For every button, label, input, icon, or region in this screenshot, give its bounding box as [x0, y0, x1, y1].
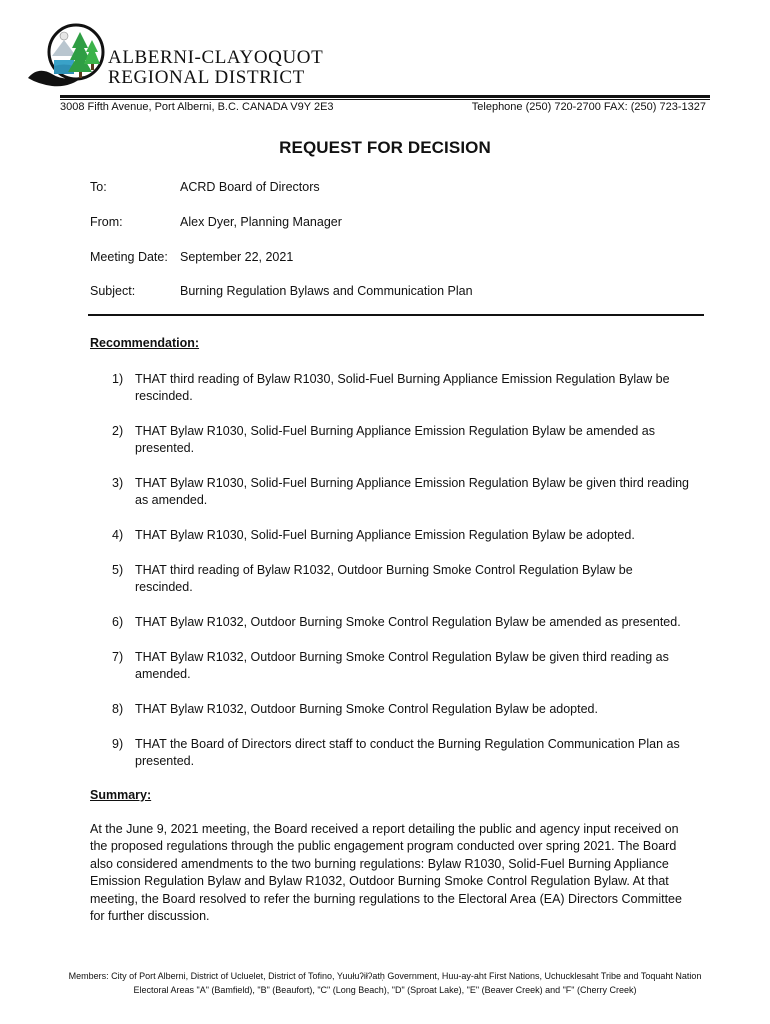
- to-value: ACRD Board of Directors: [180, 180, 320, 194]
- meeting-date-label: Meeting Date:: [90, 250, 168, 264]
- recommendation-heading: Recommendation:: [90, 336, 200, 350]
- recommendation-item: [112, 423, 692, 457]
- recommendation-item: [112, 562, 692, 596]
- divider: [88, 314, 704, 316]
- recommendation-item: [112, 701, 692, 718]
- organization-name-line2: REGIONAL DISTRICT: [108, 67, 305, 88]
- item-text: THAT Bylaw R1030, Solid-Fuel Burning Appliance Emission Regulation Bylaw be adopted.: [135, 528, 635, 542]
- subject-value: Burning Regulation Bylaws and Communication Plan: [180, 284, 473, 298]
- summary-paragraph: At the June 9, 2021 meeting, the Board received a report detailing the public and agency input received on the proposed regulations through the public engagement program conducted over spring 2021. The Board also considered amendments to the two burning regulations: Bylaw R1030, Solid-Fuel Burning Appliance Emission Regulation Bylaw and Bylaw R1032, Outdoor Burning Smoke Control Regulation Bylaw. At that meeting, the Board resolved to refer the burning regulations to the Electoral Area (EA) Directors Committee for further discussion.: [90, 822, 682, 924]
- to-label: To:: [90, 180, 107, 194]
- item-text: THAT Bylaw R1032, Outdoor Burning Smoke Control Regulation Bylaw be adopted.: [135, 702, 598, 716]
- footer-line1: Members: City of Port Alberni, District of Ucluelet, District of Tofino, Yuułuʔiłʔatḥ Government, Huu-ay-aht First Nations, Uchucklesaht Tribe and Toquaht Nation: [68, 971, 702, 981]
- subject-label: Subject:: [90, 284, 136, 298]
- recommendation-item: [112, 649, 692, 683]
- item-number: 2): [112, 424, 124, 438]
- item-number: 5): [112, 563, 124, 577]
- item-text: THAT third reading of Bylaw R1032, Outdoor Burning Smoke Control Regulation Bylaw be rescinded.: [135, 563, 633, 594]
- letterhead-rule-thin: [60, 99, 710, 100]
- letterhead-rule: [60, 95, 710, 98]
- recommendation-item: [112, 736, 692, 770]
- item-number: 6): [112, 615, 124, 629]
- item-text: THAT the Board of Directors direct staff to conduct the Burning Regulation Communication Plan as presented.: [135, 737, 680, 768]
- telephone-fax: Telephone (250) 720-2700 FAX: (250) 723-1327: [471, 101, 706, 113]
- item-number: 9): [112, 737, 124, 751]
- recommendation-item: [112, 371, 692, 405]
- recommendation-item: [112, 475, 692, 509]
- from-label: From:: [90, 215, 123, 229]
- organization-name-line1: ALBERNI-CLAYOQUOT: [108, 47, 324, 68]
- item-number: 8): [112, 702, 124, 716]
- item-text: THAT Bylaw R1030, Solid-Fuel Burning Appliance Emission Regulation Bylaw be amended as presented.: [135, 424, 655, 455]
- item-text: THAT Bylaw R1032, Outdoor Burning Smoke Control Regulation Bylaw be given third reading as amended.: [135, 650, 669, 681]
- recommendation-item: [112, 614, 692, 631]
- item-number: 4): [112, 528, 124, 542]
- item-text: THAT Bylaw R1030, Solid-Fuel Burning Appliance Emission Regulation Bylaw be given third reading as amended.: [135, 476, 689, 507]
- address: 3008 Fifth Avenue, Port Alberni, B.C. CANADA V9Y 2E3: [60, 101, 334, 113]
- recommendation-item: [112, 527, 692, 544]
- footer-line2: Electoral Areas "A" (Bamfield), "B" (Beaufort), "C" (Long Beach), "D" (Sproat Lake), "E" (Beaver Creek) and "F" (Cherry Creek): [133, 985, 637, 995]
- meeting-date-value: September 22, 2021: [180, 250, 294, 264]
- summary-heading: Summary:: [90, 788, 152, 802]
- organization-name: [108, 48, 323, 88]
- item-number: 1): [112, 372, 124, 386]
- document-title: REQUEST FOR DECISION: [279, 138, 491, 157]
- item-number: 3): [112, 476, 124, 490]
- members-footer: [0, 969, 770, 997]
- item-number: 7): [112, 650, 124, 664]
- acrd-logo: [24, 22, 114, 94]
- from-value: Alex Dyer, Planning Manager: [180, 215, 342, 229]
- item-text: THAT third reading of Bylaw R1030, Solid-Fuel Burning Appliance Emission Regulation Bylaw be rescinded.: [135, 372, 670, 403]
- item-text: THAT Bylaw R1032, Outdoor Burning Smoke Control Regulation Bylaw be amended as presented.: [135, 615, 681, 629]
